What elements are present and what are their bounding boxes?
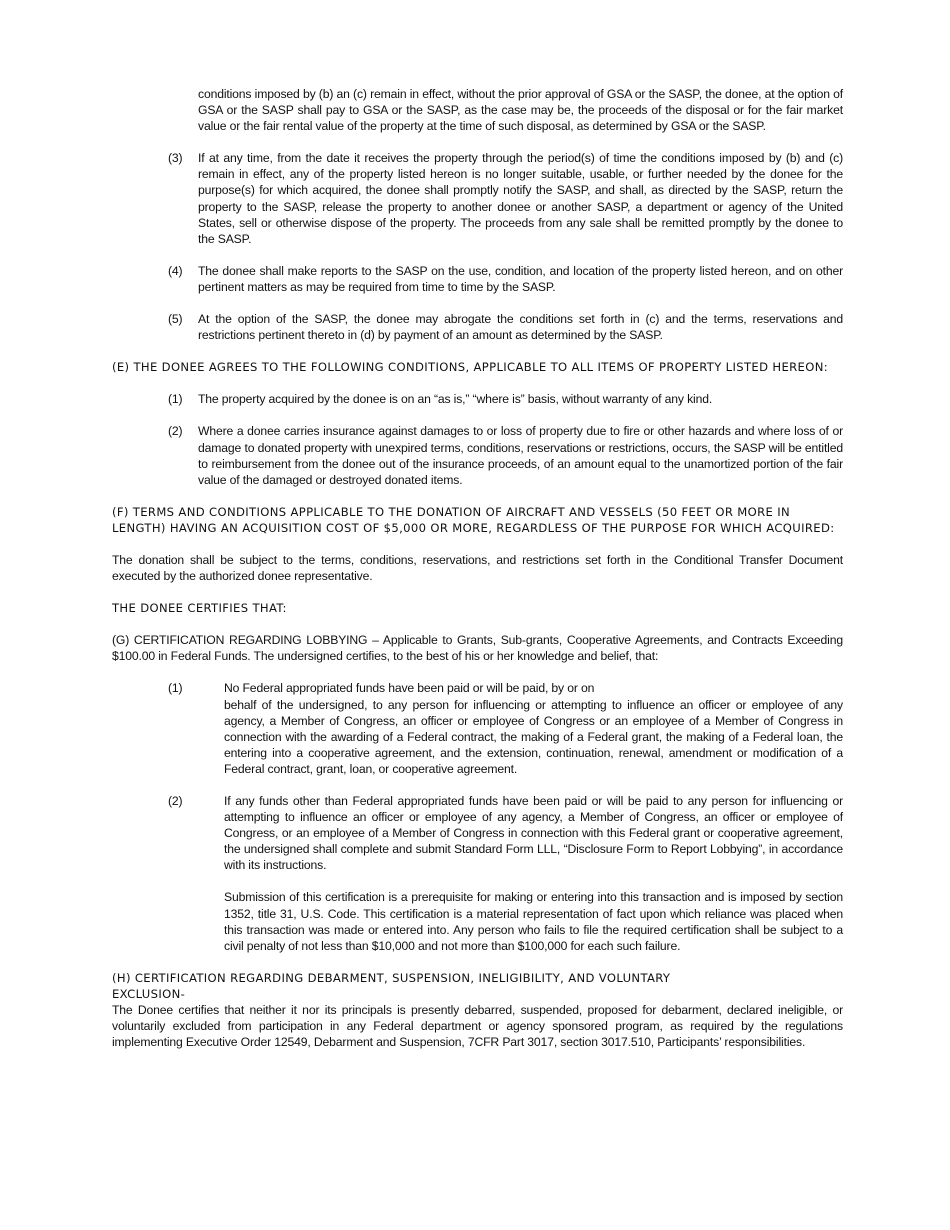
- section-h-heading-line: (H) CERTIFICATION REGARDING DEBARMENT, SUSPENSION, INELIGIBILITY, AND VOLUNTARY: [112, 970, 671, 985]
- item-text: The property acquired by the donee is on an “as is,” “where is” basis, without warranty of any kind.: [198, 392, 713, 407]
- list-item: [112, 263, 843, 295]
- certifies-heading: THE DONEE CERTIFIES THAT:: [112, 601, 287, 616]
- section-h-body: The Donee certifies that neither it nor its principals is presently debarred, suspended, proposed for debarment, declared ineligible, or voluntarily excluded from participation in any Federal department or agency sponsored program, as required by the regulations implementing Executive Order 12549, Debarment and Suspension, 7CFR Part 3017, section 3017.510, Participants’ responsibilities.: [112, 1003, 843, 1050]
- section-e-heading: (E) THE DONEE AGREES TO THE FOLLOWING CONDITIONS, APPLICABLE TO ALL ITEMS OF PROPERTY LISTED HEREON:: [112, 360, 828, 375]
- list-item: [112, 391, 843, 407]
- item-number: (3): [168, 151, 183, 166]
- section-h-heading-line: EXCLUSION-: [112, 986, 186, 1001]
- item-number: (5): [168, 312, 183, 327]
- list-item: [112, 793, 843, 873]
- item-continuation: behalf of the undersigned, to any person for influencing or attempting to influence an officer or employee of any agency, a Member of Congress, an officer or employee of Congress or an employee of a Member of Congress in connection with the awarding of a Federal contract, the making of a Federal grant, the making of a Federal loan, the entering into a cooperative agreement, and the extension, continuation, renewal, amendment or modification of a Federal contract, grant, loan, or cooperative agreement.: [224, 697, 843, 776]
- item-number: (1): [168, 392, 183, 407]
- section-h-heading: [112, 970, 843, 1002]
- item-first-line: No Federal appropriated funds have been paid or will be paid, by or on: [224, 681, 595, 696]
- item-text: The donee shall make reports to the SASP on the use, condition, and location of the property listed hereon, and on other pertinent matters as may be required from time to time by the SASP.: [198, 263, 843, 294]
- item-text: If any funds other than Federal appropriated funds have been paid or will be paid to any person for influencing or attempting to influence an officer or employee of any agency, a Member of Congress, an officer or employee of Congress, or an employee of a Member of Congress in connection with this Federal grant or cooperative agreement, the undersigned shall complete and submit Standard Form LLL, “Disclosure Form to Report Lobbying”, in accordance with its instructions.: [224, 794, 843, 873]
- item-number: (2): [168, 794, 183, 808]
- list-item: [112, 423, 843, 487]
- item-text: If at any time, from the date it receives the property through the period(s) of time the conditions imposed by (b) and (c) remain in effect, any of the property listed hereon is no longer suitable, usable, or further needed by the donee for the purpose(s) for which acquired, the donee shall promptly notify the SASP, and shall, as directed by the SASP, return the property to the SASP, release the property to another donee or another SASP, a department or agency of the United States, sell or otherwise dispose of the property. The proceeds from any sale shall be remitted promptly by the donee to the SASP.: [198, 151, 843, 246]
- continuation-paragraph: conditions imposed by (b) an (c) remain in effect, without the prior approval of GSA or the SASP, the donee, at the option of GSA or the SASP shall pay to GSA or the SASP, as the case may be, the proceeds of the disposal or for the fair market value or the fair rental value of the property at the time of such disposal, as determined by GSA or the SASP.: [198, 87, 843, 134]
- item-text: [224, 680, 843, 777]
- submission-paragraph: Submission of this certification is a prerequisite for making or entering into this transaction and is imposed by section 1352, title 31, U.S. Code. This certification is a material representation of fact upon which reliance was placed when this transaction was made or entered into. Any person who fails to file the required certification shall be subject to a civil penalty of not less than $10,000 and not more than $100,000 for each such failure.: [224, 890, 843, 953]
- section-g-intro: (G) CERTIFICATION REGARDING LOBBYING – Applicable to Grants, Sub-grants, Cooperative Agreements, and Contracts Exceeding $100.00 in Federal Funds. The undersigned certifies, to the best of his or her knowledge and belief, that:: [112, 633, 843, 664]
- list-item: [112, 311, 843, 343]
- item-text: At the option of the SASP, the donee may abrogate the conditions set forth in (c) and the terms, reservations and restrictions pertinent thereto in (d) by payment of an amount as determined by the SASP.: [198, 312, 843, 343]
- document-page: [112, 86, 843, 1050]
- section-f-body: The donation shall be subject to the terms, conditions, reservations, and restrictions set forth in the Conditional Transfer Document executed by the authorized donee representative.: [112, 552, 843, 584]
- list-item: [112, 680, 843, 777]
- item-number: (1): [168, 681, 183, 696]
- item-text: Where a donee carries insurance against damages to or loss of property due to fire or other hazards and where loss of or damage to donated property with unexpired terms, conditions, reservations or restrictions, occurs, the SASP will be entitled to reimbursement from the donee out of the insurance proceeds, of an amount equal to the unamortized portion of the fair value of the damaged or destroyed donated items.: [198, 424, 843, 487]
- item-number: (2): [168, 424, 183, 439]
- list-item: [112, 150, 843, 247]
- section-f-heading: (F) TERMS AND CONDITIONS APPLICABLE TO THE DONATION OF AIRCRAFT AND VESSELS (50 FEET OR MORE IN LENGTH) HAVING AN ACQUISITION COST OF $5,000 OR MORE, REGARDLESS OF THE PURPOSE FOR WHICH ACQUIRED:: [112, 504, 835, 535]
- item-number: (4): [168, 263, 183, 278]
